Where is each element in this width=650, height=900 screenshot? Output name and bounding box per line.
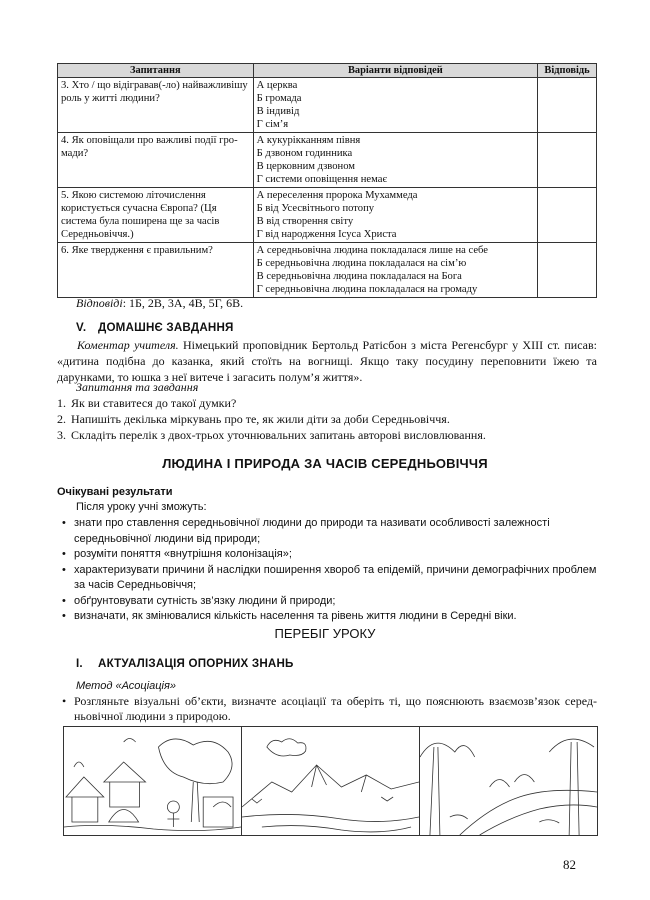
- homework-heading: [76, 321, 234, 334]
- option: Г сім’я: [256, 119, 289, 130]
- list-item: [57, 395, 486, 411]
- list-item: • визначати, як змінювалися кількість населення та рівень життя людини в Середні віки.: [57, 609, 597, 625]
- task-text: Складіть перелік з двох-трьох уточнювальних запитань авторові висловлювання.: [71, 428, 486, 442]
- answers-line: [76, 296, 243, 311]
- option: А переселення пророка Мухаммеда: [256, 190, 418, 201]
- page-number: 82: [563, 857, 576, 872]
- question-cell: 4. Як оповіщали про важливі події гро-мади?: [58, 133, 254, 188]
- option: В церковним дзвоном: [256, 161, 355, 172]
- list-item: • обґрунтовувати сутність зв’язку людини й природи;: [57, 594, 597, 610]
- list-item: [57, 427, 486, 443]
- answer-cell: [538, 188, 597, 243]
- section-heading: [76, 657, 294, 670]
- task-number: 3.: [57, 428, 66, 442]
- answers-label: Відповіді: [76, 296, 123, 310]
- answers-text: : 1Б, 2В, 3А, 4В, 5Г, 6В.: [122, 296, 244, 310]
- option: Г від народження Ісуса Христа: [256, 229, 397, 240]
- option: А середньовічна людина покладалася лише на себе: [256, 245, 488, 256]
- goals-list: [57, 516, 597, 625]
- option: Б дзвоном годинника: [256, 148, 353, 159]
- options-cell: [253, 133, 537, 188]
- teacher-comment: [57, 337, 597, 385]
- illustration-mountains: [242, 727, 420, 835]
- illustration-forest-river: [420, 727, 597, 835]
- question-cell: 5. Якою системою літочислення користується сучасна Європа? (Ця система була поширена ще за часів Середньовіччя.): [58, 188, 254, 243]
- association-instruction: • Розгляньте візуальні об’єкти, визначте асоціації та оберіть ті, що пояснюють взаємозв’язок серед-ньовічної людини з природою.: [57, 694, 597, 724]
- option: А кукурікканням півня: [256, 135, 361, 146]
- forest-drawing: [420, 727, 597, 835]
- options-cell: [253, 243, 537, 298]
- expected-results-intro: Після уроку учні зможуть:: [76, 501, 207, 513]
- comment-label: Коментар учителя.: [77, 338, 179, 352]
- list-item: • розуміти поняття «внутрішня колонізація»;: [57, 547, 597, 563]
- question-cell: 3. Хто / що відігравав(-ло) найважливішу роль у житті людини?: [58, 78, 254, 133]
- header-question: Запитання: [58, 64, 254, 78]
- option: А церква: [256, 80, 298, 91]
- answer-cell: [538, 243, 597, 298]
- section-number: I.: [76, 657, 83, 670]
- answer-cell: [538, 78, 597, 133]
- homework-tasks: [57, 395, 486, 443]
- quiz-table: [57, 63, 597, 298]
- option: В від створення світу: [256, 216, 354, 227]
- option: Г середньовічна людина покладалася на громаду: [256, 284, 478, 295]
- options-cell: [253, 188, 537, 243]
- task-number: 1.: [57, 396, 66, 410]
- option: В середньовічна людина покладалася на Бога: [256, 271, 462, 282]
- lesson-title: ЛЮДИНА І ПРИРОДА ЗА ЧАСІВ СЕРЕДНЬОВІЧЧЯ: [162, 456, 488, 471]
- village-drawing: [64, 727, 241, 835]
- table-row: [58, 133, 597, 188]
- task-text: Як ви ставитеся до такої думки?: [71, 396, 237, 410]
- table-row: [58, 243, 597, 298]
- answer-cell: [538, 133, 597, 188]
- section-title: АКТУАЛІЗАЦІЯ ОПОРНИХ ЗНАНЬ: [98, 657, 294, 670]
- option: Б від Усесвітнього потопу: [256, 203, 375, 214]
- task-text: Напишіть декілька міркувань про те, як жили діти за доби Середньовіччя.: [71, 412, 450, 426]
- options-cell: [253, 78, 537, 133]
- homework-title: ДОМАШНЄ ЗАВДАННЯ: [98, 321, 234, 334]
- table-row: [58, 78, 597, 133]
- option: Б громада: [256, 93, 302, 104]
- question-cell: 6. Яке твердження є правильним?: [58, 243, 254, 298]
- header-options: Варіанти відповідей: [253, 64, 537, 78]
- option: Б середньовічна людина покладалася на сім’ю: [256, 258, 467, 269]
- homework-number: V.: [76, 321, 87, 334]
- comment-text: Німецький проповідник Бертольд Ратісбон з міста Регенсбург у XIII ст. писав: «дитина подібна до казанка, який стоїть на вогнищі. Якщо таку посудину переповнити їжею та дарунками, то юшка з неї витече і загасить полум’я життя».: [57, 338, 597, 384]
- task-number: 2.: [57, 412, 66, 426]
- expected-results-heading: Очікувані результати: [57, 486, 173, 498]
- option: Г системи оповіщення немає: [256, 174, 387, 185]
- list-item: • характеризувати причини й наслідки поширення хвороб та епідемій, причини демографічних проблем за часів Середньовіччя;: [57, 563, 597, 594]
- list-item: [57, 411, 486, 427]
- option: В індивід: [256, 106, 300, 117]
- mountains-drawing: [242, 727, 419, 835]
- table-header-row: [58, 64, 597, 78]
- header-answer: Відповідь: [538, 64, 597, 78]
- list-item: • знати про ставлення середньовічної людини до природи та називати особливості залежності середньовічної людини від природи;: [57, 516, 597, 547]
- illustrations-strip: [63, 726, 598, 836]
- table-row: [58, 188, 597, 243]
- questions-label: Запитання та завдання: [76, 380, 199, 394]
- illustration-village: [64, 727, 242, 835]
- method-label: Метод «Асоціація»: [76, 680, 176, 692]
- course-heading: ПЕРЕБІГ УРОКУ: [274, 626, 376, 641]
